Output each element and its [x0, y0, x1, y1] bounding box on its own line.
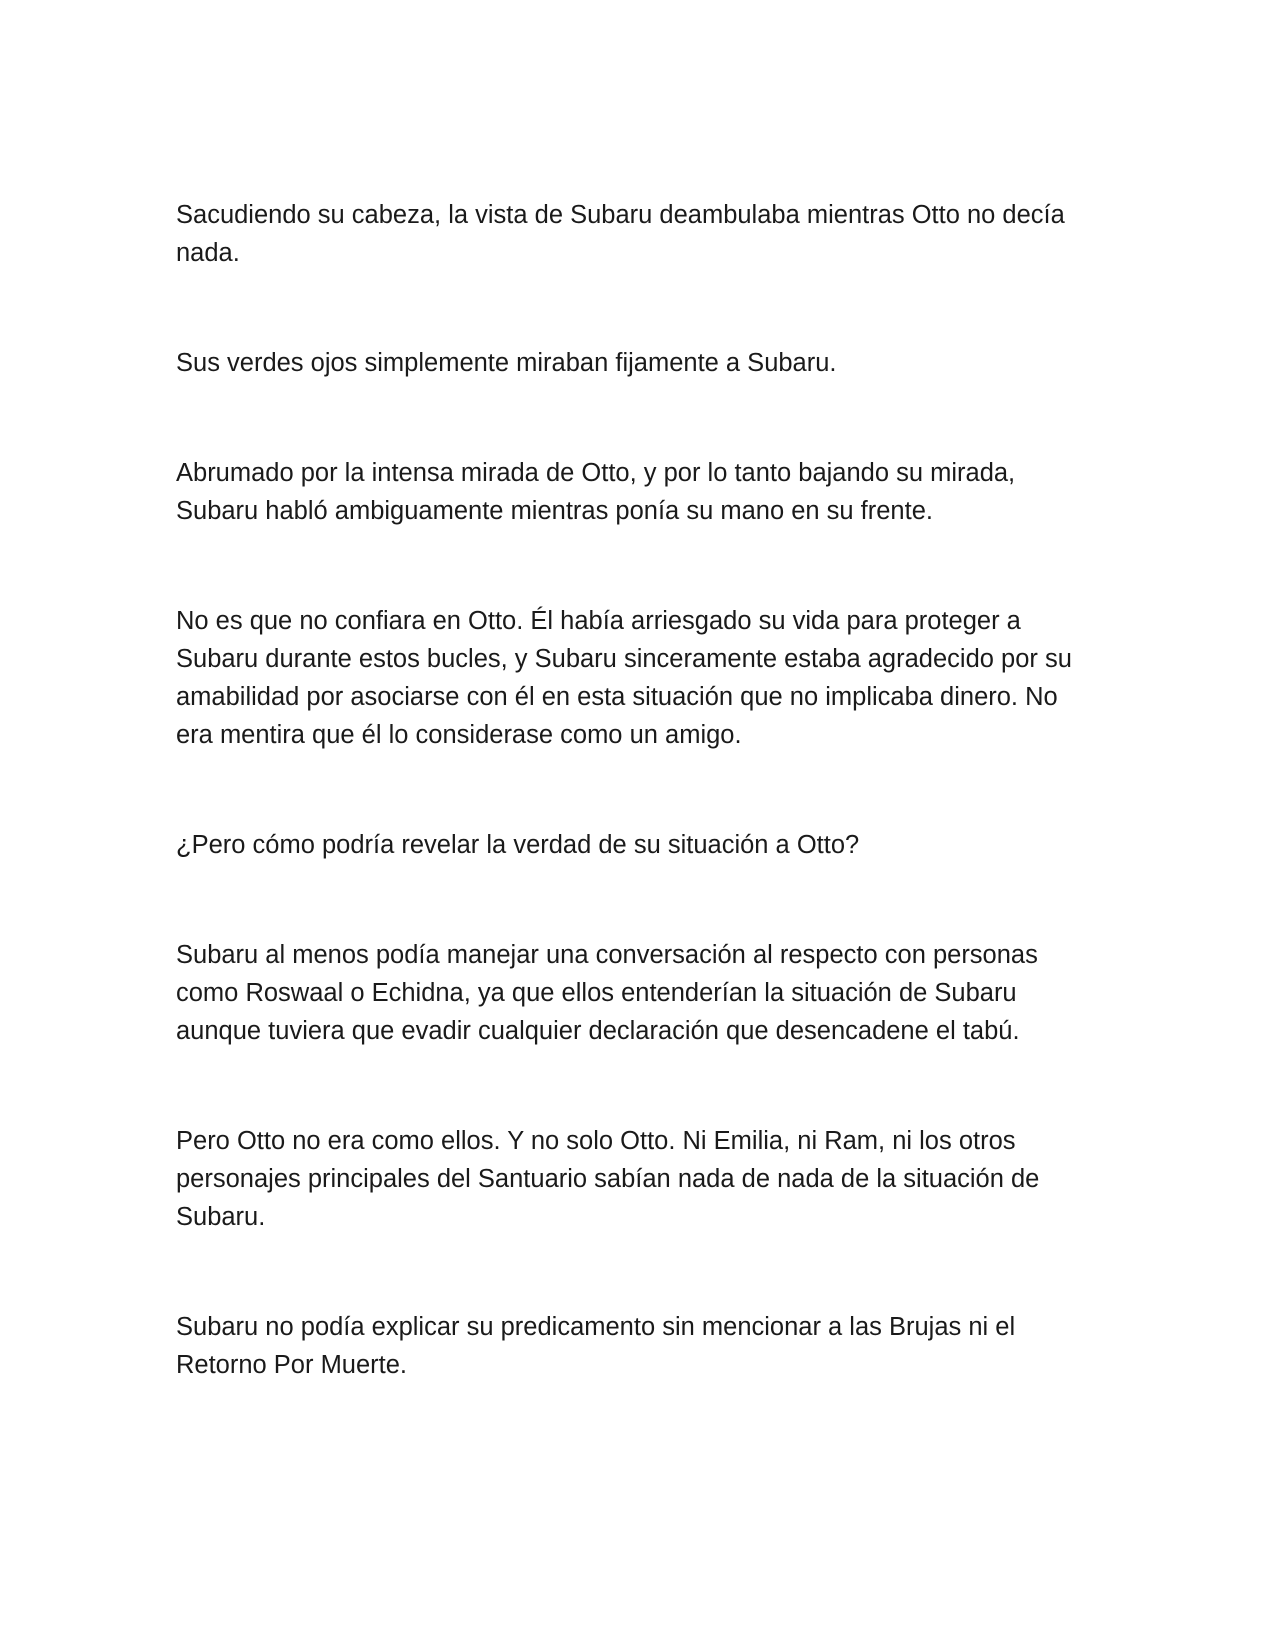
paragraph-1: Sacudiendo su cabeza, la vista de Subaru deambulaba mientras Otto no decía nada.: [176, 201, 1065, 267]
paragraph-8: Subaru no podía explicar su predicamento sin mencionar a las Brujas ni el Retorno Por Muerte.: [176, 1313, 1016, 1379]
paragraph-2: Sus verdes ojos simplemente miraban fijamente a Subaru.: [176, 349, 837, 377]
paragraph-3: Abrumado por la intensa mirada de Otto, y por lo tanto bajando su mirada, Subaru habló ambiguamente mientras ponía su mano en su frente.: [176, 459, 1016, 525]
paragraph-7: Pero Otto no era como ellos. Y no solo Otto. Ni Emilia, ni Ram, ni los otros personajes principales del Santuario sabían nada de nada de la situación de Subaru.: [176, 1127, 1040, 1231]
paragraph-4: No es que no confiara en Otto. Él había arriesgado su vida para proteger a Subaru durante estos bucles, y Subaru sinceramente estaba agradecido por su amabilidad por asociarse con él en esta situación que no implicaba dinero. No era mentira que él lo considerase como un amigo.: [176, 607, 1072, 749]
paragraph-5: ¿Pero cómo podría revelar la verdad de su situación a Otto?: [176, 831, 860, 859]
paragraph-6: Subaru al menos podía manejar una conversación al respecto con personas como Roswaal o Echidna, ya que ellos entenderían la situación de Subaru aunque tuviera que evadir cualquier declaración que desencadene el tabú.: [176, 941, 1038, 1045]
document-body: [176, 196, 1096, 1456]
